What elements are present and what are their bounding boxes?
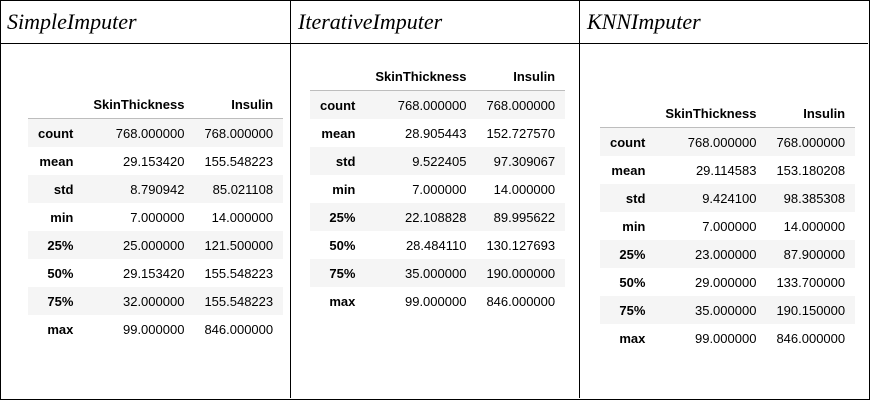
table-cell: 7.000000	[702, 218, 757, 234]
corner-cell	[600, 99, 655, 128]
table-cell: 846.000000	[486, 293, 556, 309]
row-label: 75%	[329, 265, 356, 281]
corner-cell	[310, 62, 365, 91]
table-cell: 121.500000	[204, 237, 274, 253]
table-cell: 99.000000	[122, 321, 185, 337]
row-label: count	[38, 125, 74, 141]
table-row	[310, 287, 565, 315]
table-cell: 89.995622	[493, 209, 556, 225]
table-row	[310, 259, 565, 287]
header-knn-imputer: KNNImputer	[587, 8, 701, 34]
row-label: min	[50, 209, 74, 225]
table-cell: 99.000000	[694, 330, 757, 346]
header-simple-imputer: SimpleImputer	[7, 8, 137, 34]
row-label: max	[47, 321, 74, 337]
table-cell: 28.484110	[405, 237, 467, 253]
column-divider-2	[579, 0, 580, 398]
table-row	[28, 203, 283, 231]
table-row	[600, 296, 855, 324]
table-row	[600, 268, 855, 296]
table-row	[310, 231, 565, 259]
row-label: std	[335, 153, 356, 169]
row-label: count	[610, 134, 646, 150]
header-row	[600, 99, 855, 128]
table-cell: 35.000000	[694, 302, 757, 318]
table-row	[310, 175, 565, 203]
table-cell: 846.000000	[204, 321, 274, 337]
table-cell: 130.127693	[486, 237, 556, 253]
row-label: min	[332, 181, 356, 197]
table-row	[28, 175, 283, 203]
row-label: 25%	[619, 246, 646, 262]
column-header: Insulin	[194, 90, 283, 119]
table-cell: 768.000000	[397, 97, 467, 113]
table-cell: 7.000000	[412, 181, 467, 197]
table-cell: 28.905443	[404, 125, 467, 141]
table-row	[310, 147, 565, 175]
table-cell: 8.790942	[130, 181, 185, 197]
row-label: std	[625, 190, 646, 206]
table-cell: 98.385308	[783, 190, 846, 206]
table-cell: 29.000000	[694, 274, 757, 290]
row-label: max	[329, 293, 356, 309]
table-row	[310, 119, 565, 147]
row-label: mean	[321, 125, 356, 141]
table-row	[600, 156, 855, 184]
row-label: mean	[39, 153, 74, 169]
table-cell: 29.153420	[122, 153, 185, 169]
table-row	[600, 128, 855, 157]
table-row	[310, 203, 565, 231]
iterative-imputer-table	[310, 62, 565, 315]
table-cell: 29.153420	[122, 265, 185, 281]
table-row	[28, 231, 283, 259]
table-row	[600, 240, 855, 268]
column-header: SkinThickness	[83, 90, 194, 119]
row-label: count	[320, 97, 356, 113]
table-cell: 87.900000	[783, 246, 846, 262]
table-cell: 190.000000	[486, 265, 556, 281]
table-cell: 133.700000	[776, 274, 846, 290]
table-cell: 85.021108	[212, 181, 274, 197]
table-row	[28, 287, 283, 315]
table-cell: 22.108828	[404, 209, 467, 225]
table-row	[310, 91, 565, 120]
table-cell: 29.114583	[695, 162, 757, 178]
table-row	[28, 147, 283, 175]
column-divider-1	[290, 0, 291, 398]
row-label: 50%	[329, 237, 356, 253]
table-cell: 99.000000	[404, 293, 467, 309]
table-cell: 14.000000	[493, 181, 556, 197]
row-label: max	[619, 330, 646, 346]
row-label: 75%	[47, 293, 74, 309]
table-row	[28, 259, 283, 287]
table-cell: 32.000000	[122, 293, 185, 309]
table-cell: 14.000000	[211, 209, 274, 225]
row-label: 50%	[619, 274, 646, 290]
column-header: SkinThickness	[365, 62, 476, 91]
row-label: 25%	[329, 209, 356, 225]
row-label: 75%	[619, 302, 646, 318]
table-row	[28, 119, 283, 148]
table-cell: 155.548223	[204, 153, 274, 169]
table-cell: 97.309067	[493, 153, 556, 169]
table-cell: 768.000000	[687, 134, 757, 150]
table-cell: 25.000000	[122, 237, 185, 253]
table-row	[600, 184, 855, 212]
table-cell: 153.180208	[776, 162, 846, 178]
row-label: mean	[611, 162, 646, 178]
table-cell: 768.000000	[204, 125, 274, 141]
table-cell: 23.000000	[694, 246, 757, 262]
row-label: 50%	[47, 265, 74, 281]
header-row	[310, 62, 565, 91]
table-cell: 190.150000	[776, 302, 846, 318]
column-header: Insulin	[476, 62, 565, 91]
table-cell: 9.522405	[412, 153, 467, 169]
table-cell: 768.000000	[776, 134, 846, 150]
column-header: SkinThickness	[655, 99, 766, 128]
table-cell: 9.424100	[702, 190, 757, 206]
column-header: Insulin	[766, 99, 855, 128]
header-divider	[0, 43, 868, 44]
table-cell: 768.000000	[115, 125, 185, 141]
table-cell: 155.548223	[204, 293, 274, 309]
table-cell: 7.000000	[130, 209, 185, 225]
corner-cell	[28, 90, 83, 119]
row-label: 25%	[47, 237, 74, 253]
table-cell: 35.000000	[404, 265, 467, 281]
table-cell: 14.000000	[783, 218, 846, 234]
knn-imputer-table	[600, 99, 855, 352]
table-cell: 846.000000	[776, 330, 846, 346]
table-row	[28, 315, 283, 343]
simple-imputer-table	[28, 90, 283, 343]
row-label: std	[53, 181, 74, 197]
table-cell: 155.548223	[204, 265, 274, 281]
row-label: min	[622, 218, 646, 234]
table-cell: 768.000000	[486, 97, 556, 113]
table-row	[600, 212, 855, 240]
header-row	[28, 90, 283, 119]
header-iterative-imputer: IterativeImputer	[298, 8, 443, 34]
table-cell: 152.727570	[486, 125, 556, 141]
table-row	[600, 324, 855, 352]
